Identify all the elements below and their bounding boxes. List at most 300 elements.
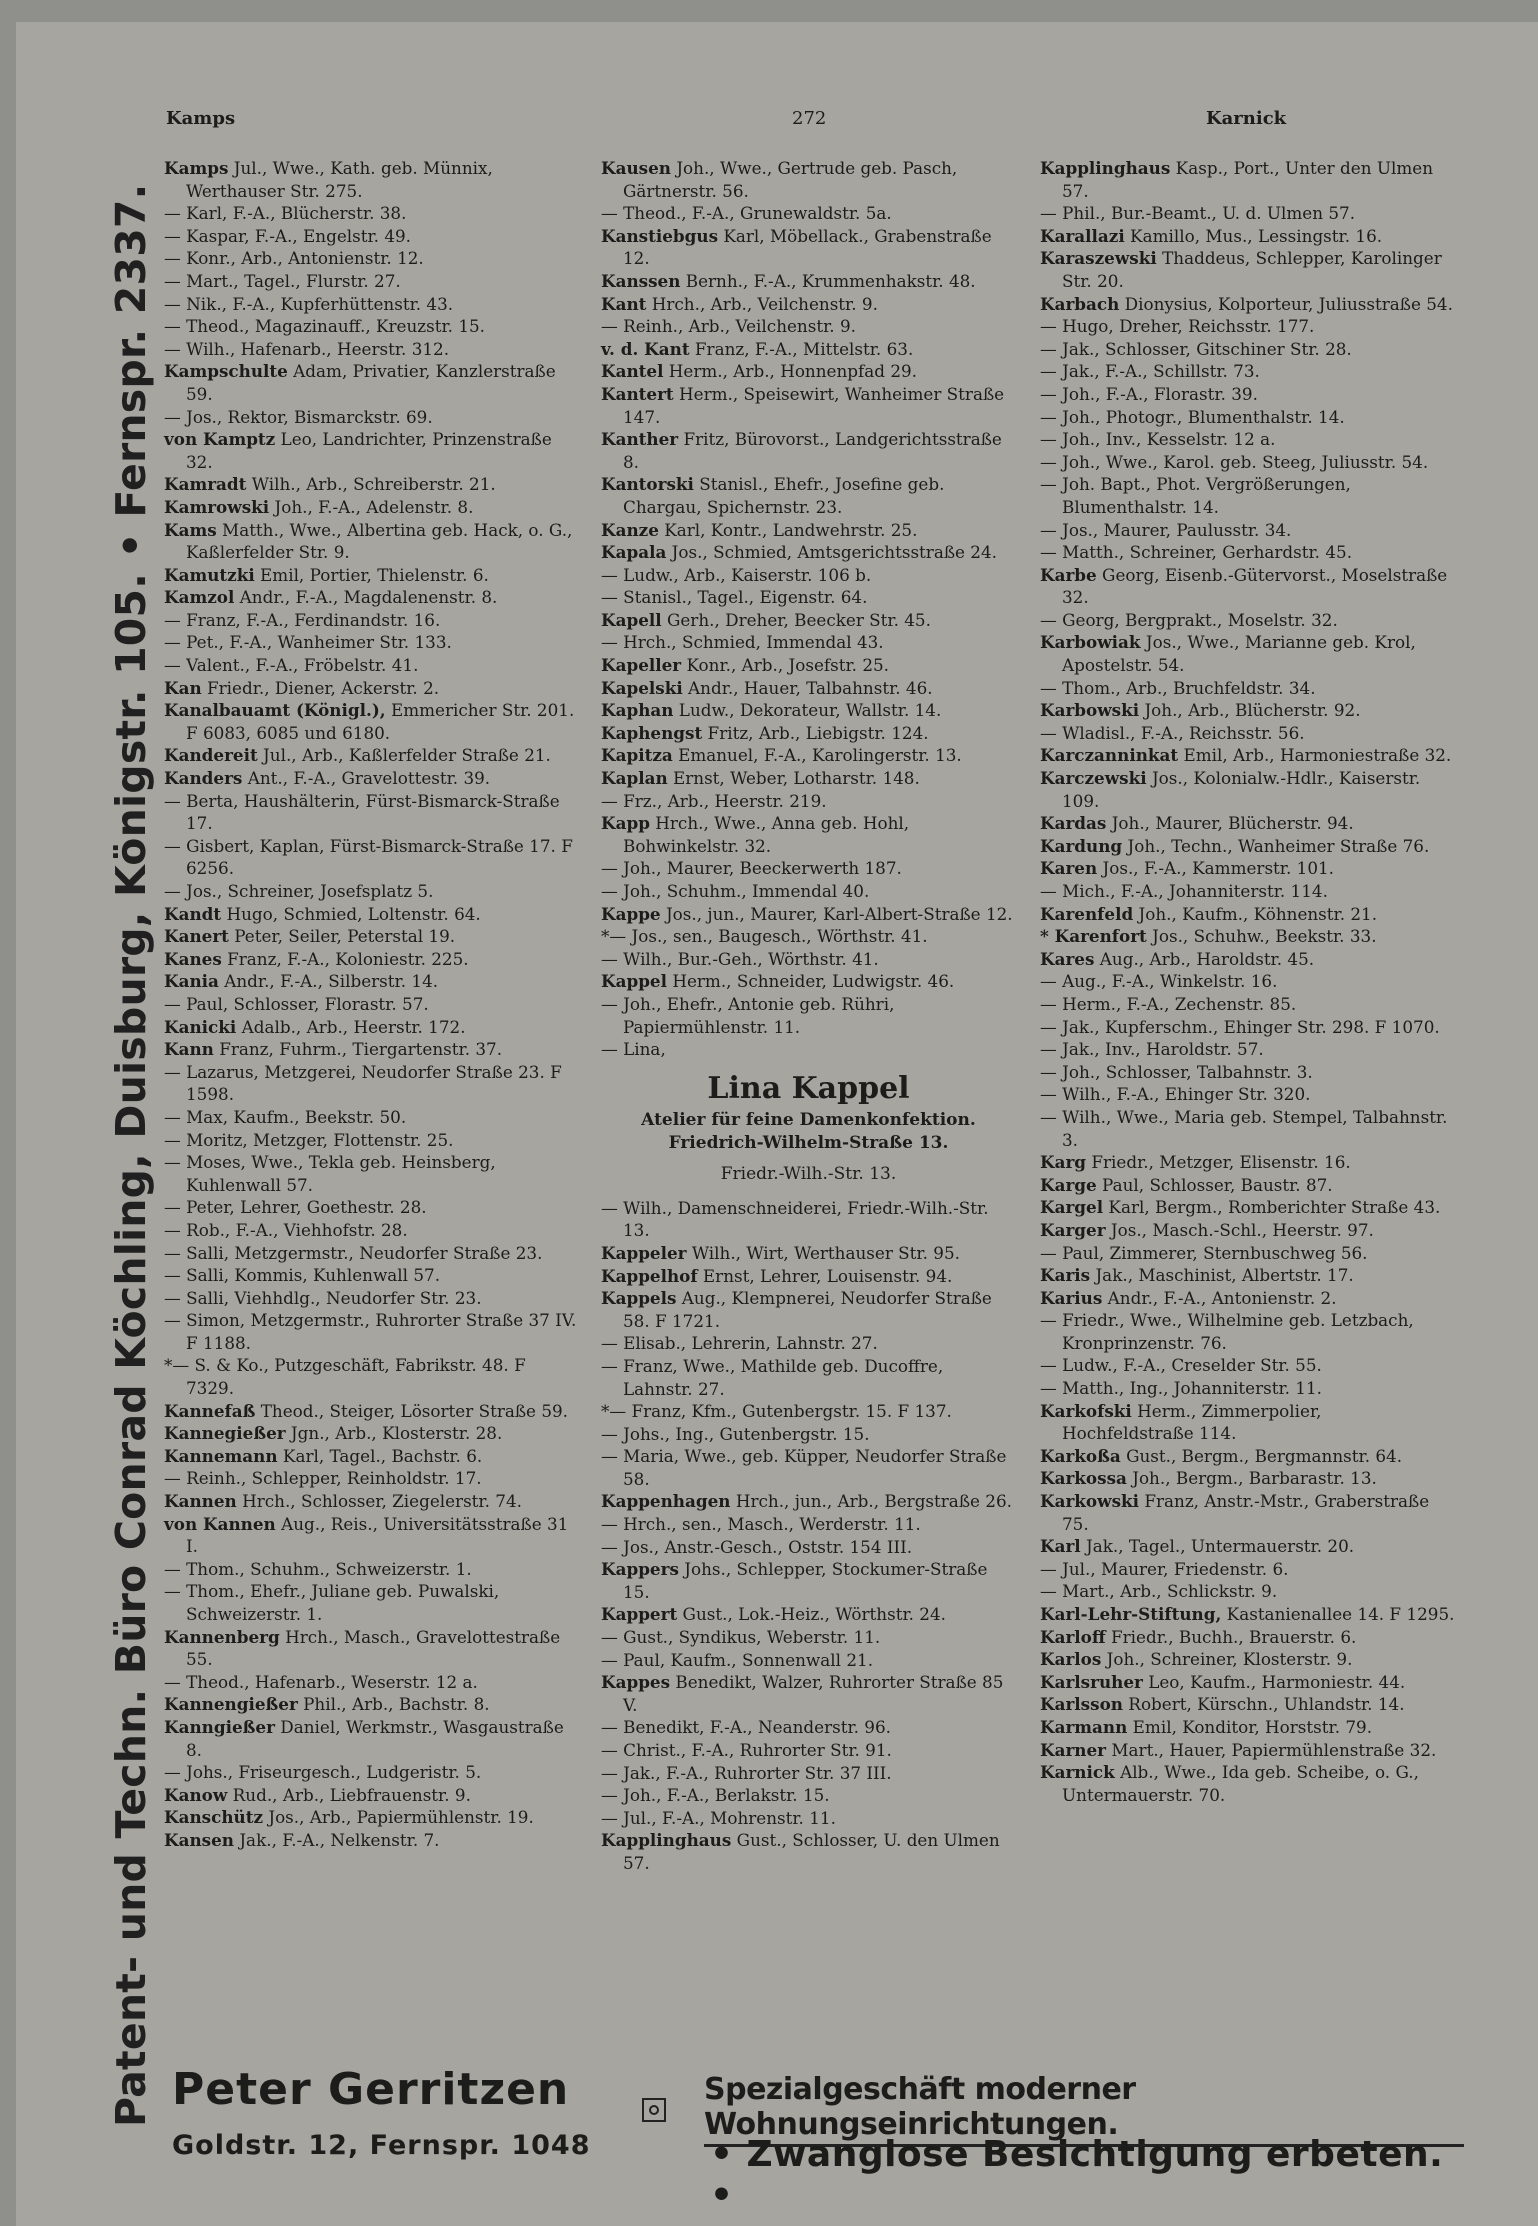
directory-entry	[1040, 338, 1455, 361]
side-advertisement: Patent- und Techn. Büro Conrad Köchling, Duisburg, Königstr. 105. • Fernspr. 2337.	[107, 183, 155, 2127]
entry-details: Friedr., Buchh., Brauerstr. 6.	[1105, 1626, 1357, 1647]
directory-entry	[1040, 315, 1455, 338]
directory-entry	[601, 1716, 1016, 1739]
directory-entry	[164, 1287, 579, 1310]
entry-details: — Rob., F.-A., Viehhofstr. 28.	[164, 1219, 408, 1240]
directory-entry	[164, 247, 579, 270]
entry-details: Leo, Landrichter, Prinzenstraße 32.	[186, 429, 552, 472]
entry-surname: Kannen	[164, 1491, 237, 1512]
entry-surname: Karczanninkat	[1040, 745, 1179, 766]
directory-entry	[164, 1761, 579, 1784]
entry-details: — Stanisl., Tagel., Eigenstr. 64.	[601, 587, 868, 608]
entry-details: — Elisab., Lehrerin, Lahnstr. 27.	[601, 1333, 878, 1354]
directory-entry	[601, 631, 1016, 654]
directory-entry	[1040, 451, 1455, 474]
directory-entry	[601, 1423, 1016, 1446]
entry-details: Fritz, Arb., Liebigstr. 124.	[702, 722, 929, 743]
entry-details: Hrch., Masch., Gravelottestraße 55.	[186, 1626, 561, 1670]
entry-details: Franz, Anstr.-Mstr., Graberstraße 75.	[1062, 1491, 1430, 1534]
entry-surname: Kapplinghaus	[1040, 158, 1171, 178]
entry-details: — Joh. Bapt., Phot. Vergrößerungen, Blumenthalstr. 14.	[1040, 474, 1351, 517]
entry-details: — Nik., F.-A., Kupferhüttenstr. 43.	[164, 293, 454, 314]
directory-entry	[1040, 1038, 1455, 1061]
entry-surname: Kares	[1040, 948, 1095, 969]
entry-details: Emanuel, F.-A., Karolingerstr. 13.	[672, 745, 962, 766]
directory-entry	[601, 993, 1016, 1038]
directory-entry	[164, 293, 579, 316]
entry-details: Matth., Wwe., Albertina geb. Hack, o. G., Kaßlerfelder Str. 9.	[186, 519, 573, 563]
entry-surname: Kansen	[164, 1829, 234, 1850]
directory-entry	[164, 1219, 579, 1242]
entry-surname: Kappes	[601, 1672, 671, 1693]
entry-details: — Wilh., Hafenarb., Heerstr. 312.	[164, 338, 450, 359]
entry-details: Fritz, Bürovorst., Landgerichtsstraße 8.	[623, 429, 1002, 472]
directory-entry	[164, 1354, 579, 1399]
directory-entry	[1040, 1287, 1455, 1310]
entry-details: — Valent., F.-A., Fröbelstr. 41.	[164, 655, 419, 676]
entry-details: Aug., Arb., Haroldstr. 45.	[1094, 948, 1315, 969]
directory-entry	[1040, 948, 1455, 971]
entry-details: — Theod., Magazinauff., Kreuzstr. 15.	[164, 316, 486, 337]
directory-entry	[601, 1603, 1016, 1626]
entry-details: — Karl, F.-A., Blücherstr. 38.	[164, 203, 407, 224]
entry-surname: Kapitza	[601, 745, 673, 766]
directory-entry	[601, 428, 1016, 473]
entry-details: — Kaspar, F.-A., Engelstr. 49.	[164, 225, 412, 246]
directory-entry	[1040, 1558, 1455, 1581]
entry-details: — Jak., Kupferschm., Ehinger Str. 298. F 1070.	[1040, 1016, 1440, 1037]
entry-details: Gerh., Dreher, Beecker Str. 45.	[661, 609, 931, 630]
directory-entry	[1040, 903, 1455, 926]
entry-details: Hugo, Schmied, Loltenstr. 64.	[221, 903, 481, 924]
entry-surname: Kappelhof	[601, 1265, 698, 1286]
entry-details: Adam, Privatier, Kanzlerstraße 59.	[186, 361, 556, 404]
entry-surname: Kanschütz	[164, 1807, 264, 1828]
directory-entry	[1040, 1693, 1455, 1716]
directory-entry	[164, 1309, 579, 1354]
entry-details: — Joh., Inv., Kesselstr. 12 a.	[1040, 429, 1276, 450]
directory-entry	[1040, 1603, 1455, 1626]
directory-entry	[1040, 767, 1455, 812]
entry-details: Jul., Arb., Kaßlerfelder Straße 21.	[257, 745, 551, 766]
directory-entry	[601, 790, 1016, 813]
directory-entry	[164, 406, 579, 429]
directory-entry	[601, 1355, 1016, 1400]
entry-surname: Kamps	[164, 158, 229, 178]
directory-entry	[601, 767, 1016, 790]
entry-surname: Kamzol	[164, 587, 235, 608]
directory-entry	[1040, 247, 1455, 292]
entry-details: — Wilh., Bur.-Geh., Wörthstr. 41.	[601, 948, 879, 969]
entry-details: Jul., Wwe., Kath. geb. Münnix, Werthauser Str. 275.	[186, 158, 493, 201]
entry-details: Dionysius, Kolporteur, Juliusstraße 54.	[1119, 293, 1453, 314]
directory-entry	[164, 1038, 579, 1061]
entry-details: Wilh., Arb., Schreiberstr. 21.	[246, 474, 496, 495]
directory-entry	[601, 677, 1016, 700]
entry-surname: Kappe	[601, 903, 661, 924]
entry-surname: Kannefaß	[164, 1400, 256, 1421]
directory-entry	[164, 790, 579, 835]
entry-details: — Joh., Schuhm., Immendal 40.	[601, 881, 870, 901]
footer-company-name: Peter Gerritzen	[172, 2064, 570, 2115]
entry-details: — Jak., F.-A., Ruhrorter Str. 37 III.	[601, 1762, 892, 1783]
directory-entry	[1040, 564, 1455, 609]
entry-details: Hrch., Schlosser, Ziegelerstr. 74.	[236, 1491, 522, 1512]
footer-specialty: Spezialgeschäft moderner Wohnungseinrichtungen.	[704, 2072, 1464, 2147]
directory-entry	[1040, 383, 1455, 406]
directory-entry	[164, 1242, 579, 1265]
entry-details: — Joh., Maurer, Beeckerwerth 187.	[601, 858, 902, 879]
directory-entry	[1040, 1083, 1455, 1106]
entry-surname: Kapelski	[601, 677, 683, 698]
entry-surname: Kamutzki	[164, 564, 255, 585]
entry-surname: Karallazi	[1040, 225, 1125, 246]
directory-entry	[601, 1536, 1016, 1559]
entry-details: — Pet., F.-A., Wanheimer Str. 133.	[164, 632, 452, 653]
directory-entry	[1040, 1016, 1455, 1039]
entry-surname: Kapell	[601, 609, 662, 630]
directory-entry	[601, 225, 1016, 270]
directory-entry	[164, 1626, 579, 1671]
directory-entry	[601, 541, 1016, 564]
entry-details: Jos., F.-A., Kammerstr. 101.	[1097, 858, 1335, 879]
entry-surname: Karius	[1040, 1287, 1103, 1308]
entry-surname: Kannenberg	[164, 1626, 280, 1647]
directory-entry	[164, 1106, 579, 1129]
directory-entry	[1040, 473, 1455, 518]
directory-entry	[164, 496, 579, 519]
entry-details: — Hrch., sen., Masch., Werderstr. 11.	[601, 1514, 921, 1535]
directory-entry	[164, 631, 579, 654]
entry-surname: Karnick	[1040, 1762, 1115, 1783]
entry-surname: Kanow	[164, 1784, 228, 1805]
entry-details: — Salli, Kommis, Kuhlenwall 57.	[164, 1265, 441, 1286]
entry-details: Georg, Eisenb.-Gütervorst., Moselstraße 32.	[1062, 564, 1448, 608]
entry-details: — Jak., Schlosser, Gitschiner Str. 28.	[1040, 338, 1352, 359]
entry-details: Jos., Wwe., Marianne geb. Krol, Apostelstr. 54.	[1062, 632, 1416, 676]
directory-entry	[601, 1762, 1016, 1785]
entry-details: Jgn., Arb., Klosterstr. 28.	[285, 1423, 503, 1444]
entry-details: — Franz, F.-A., Ferdinandstr. 16.	[164, 609, 441, 630]
entry-details: — Wladisl., F.-A., Reichsstr. 56.	[1040, 722, 1305, 743]
directory-entry	[1040, 1219, 1455, 1242]
footer-advertisement	[164, 2064, 1464, 2216]
entry-details: Joh., Bergm., Barbarastr. 13.	[1126, 1468, 1377, 1489]
directory-entry	[1040, 406, 1455, 429]
entry-details: — Aug., F.-A., Winkelstr. 16.	[1040, 971, 1278, 992]
directory-entry	[601, 1649, 1016, 1672]
directory-entry	[601, 812, 1016, 857]
entry-surname: Kaplan	[601, 768, 668, 789]
directory-entry	[601, 744, 1016, 767]
entry-details: Friedr., Diener, Ackerstr. 2.	[201, 677, 440, 698]
directory-entry	[601, 654, 1016, 677]
directory-entry	[1040, 1716, 1455, 1739]
entry-details: — Salli, Metzgermstr., Neudorfer Straße 23.	[164, 1242, 543, 1263]
directory-entry	[164, 970, 579, 993]
directory-entry	[164, 270, 579, 293]
entry-details: — Jos., Rektor, Bismarckstr. 69.	[164, 406, 433, 427]
entry-details: — Reinh., Schlepper, Reinholdstr. 17.	[164, 1468, 482, 1489]
entry-surname: Kanicki	[164, 1016, 237, 1037]
entry-details: — Joh., Schlosser, Talbahnstr. 3.	[1040, 1061, 1313, 1082]
ad-name: Lina Kappel	[707, 1070, 910, 1106]
footer-company-address: Goldstr. 12, Fernspr. 1048	[172, 2130, 591, 2161]
entry-details: — Peter, Lehrer, Goethestr. 28.	[164, 1197, 427, 1218]
entry-details: Jos., Masch.-Schl., Heerstr. 97.	[1105, 1219, 1374, 1240]
directory-entry	[1040, 1151, 1455, 1174]
entry-details: Jak., F.-A., Nelkenstr. 7.	[234, 1829, 440, 1850]
directory-entry	[1040, 993, 1455, 1016]
directory-entry	[164, 948, 579, 971]
entry-details: Karl, Kontr., Landwehrstr. 25.	[658, 519, 918, 540]
column-2	[601, 157, 1016, 1875]
entry-details: Franz, F.-A., Koloniestr. 225.	[221, 948, 469, 969]
directory-entry	[1040, 293, 1455, 316]
entry-details: — Friedr., Wwe., Wilhelmine geb. Letzbach, Kronprinzenstr. 76.	[1040, 1310, 1414, 1353]
entry-surname: * Karenfort	[1040, 926, 1147, 947]
entry-details: — Herm., F.-A., Zechenstr. 85.	[1040, 993, 1297, 1014]
entry-surname: von Kamptz	[164, 429, 276, 450]
entry-details: Friedr., Metzger, Elisenstr. 16.	[1086, 1152, 1351, 1173]
entry-details: Johs., Schlepper, Stockumer-Straße 15.	[623, 1559, 988, 1602]
entry-details: — Paul, Zimmerer, Sternbuschweg 56.	[1040, 1242, 1368, 1263]
entry-details: Robert, Kürschn., Uhlandstr. 14.	[1122, 1694, 1405, 1715]
entry-details: — Joh., Photogr., Blumenthalstr. 14.	[1040, 406, 1345, 427]
entry-surname: Kardas	[1040, 813, 1107, 834]
entry-details: Andr., F.-A., Silberstr. 14.	[218, 971, 439, 992]
entry-details: Wilh., Wirt, Werthauser Str. 95.	[686, 1242, 960, 1263]
directory-entry	[1040, 699, 1455, 722]
entry-details: Herm., Schneider, Ludwigstr. 46.	[666, 971, 955, 992]
directory-entry	[601, 157, 1016, 202]
entry-details: Rud., Arb., Liebfrauenstr. 9.	[227, 1784, 471, 1805]
entry-details: Andr., Hauer, Talbahnstr. 46.	[682, 677, 933, 698]
directory-entry	[601, 1626, 1016, 1649]
entry-details: Joh., Schreiner, Klosterstr. 9.	[1101, 1649, 1353, 1670]
directory-entry	[601, 1739, 1016, 1762]
directory-entry	[601, 1445, 1016, 1490]
entry-details: — Simon, Metzgermstr., Ruhrorter Straße 37 IV. F 1188.	[164, 1310, 577, 1353]
directory-entry	[1040, 744, 1455, 767]
column-2-top	[601, 157, 1016, 1061]
directory-entry	[1040, 1264, 1455, 1287]
entry-surname: Kanalbauamt (Königl.),	[164, 700, 386, 721]
directory-entry	[1040, 1739, 1455, 1762]
entry-details: — Paul, Schlosser, Florastr. 57.	[164, 993, 429, 1014]
entry-details: — Ludw., F.-A., Creselder Str. 55.	[1040, 1355, 1322, 1376]
entry-details: — Jak., Inv., Haroldstr. 57.	[1040, 1039, 1264, 1060]
entry-surname: Kaphengst	[601, 722, 703, 743]
entry-surname: Karczewski	[1040, 768, 1147, 789]
entry-surname: Karge	[1040, 1174, 1097, 1195]
column-1	[164, 157, 579, 1852]
entry-details: Franz, F.-A., Mittelstr. 63.	[689, 338, 914, 359]
directory-entry	[601, 1038, 1016, 1061]
entry-surname: Kannegießer	[164, 1423, 286, 1444]
entry-details: — Theod., F.-A., Grunewaldstr. 5a.	[601, 203, 892, 224]
entry-surname: Karkowski	[1040, 1491, 1140, 1512]
entry-details: Gust., Schlosser, U. den Ulmen 57.	[623, 1830, 1000, 1873]
directory-entry	[601, 1490, 1016, 1513]
entry-details: Karl, Möbellack., Grabenstraße 12.	[623, 225, 992, 269]
directory-entry	[164, 744, 579, 767]
entry-details: — Max, Kaufm., Beekstr. 50.	[164, 1106, 407, 1127]
directory-entry	[601, 1287, 1016, 1332]
entry-details: — Frz., Arb., Heerstr. 219.	[601, 790, 827, 811]
entry-details: Hrch., jun., Arb., Bergstraße 26.	[730, 1491, 1012, 1512]
entry-details: *— Franz, Kfm., Gutenbergstr. 15. F 137.	[601, 1401, 952, 1422]
directory-entry	[601, 383, 1016, 428]
entry-surname: Karkofski	[1040, 1400, 1132, 1421]
entry-details: Theod., Steiger, Lösorter Straße 59.	[255, 1400, 569, 1421]
entry-surname: Karkoßa	[1040, 1445, 1121, 1466]
entry-surname: Karloff	[1040, 1626, 1106, 1647]
entry-details: Jos., jun., Maurer, Karl-Albert-Straße 12.	[660, 903, 1013, 924]
directory-entry	[164, 1061, 579, 1106]
entry-details: Herm., Speisewirt, Wanheimer Straße 147.	[623, 383, 1005, 427]
entry-details: — Johs., Friseurgesch., Ludgeristr. 5.	[164, 1762, 482, 1783]
directory-entry	[1040, 1309, 1455, 1354]
entry-surname: Kanes	[164, 948, 222, 969]
entry-details: — Konr., Arb., Antonienstr. 12.	[164, 248, 424, 269]
entry-surname: Kania	[164, 971, 219, 992]
directory-entry	[1040, 1761, 1455, 1806]
entry-surname: Karkossa	[1040, 1468, 1127, 1489]
directory-entry	[1040, 631, 1455, 676]
entry-surname: Kams	[164, 519, 217, 540]
directory-entry	[1040, 1535, 1455, 1558]
entry-details: Ludw., Dekorateur, Wallstr. 14.	[673, 700, 942, 721]
entry-surname: Kappels	[601, 1288, 677, 1309]
entry-details: Joh., Kaufm., Köhnenstr. 21.	[1133, 903, 1378, 924]
entry-details: — Georg, Bergprakt., Moselstr. 32.	[1040, 609, 1338, 630]
directory-entry	[1040, 835, 1455, 858]
directory-entry	[1040, 1467, 1455, 1490]
entry-details: Bernh., F.-A., Krummenhakstr. 48.	[680, 270, 976, 291]
directory-entry	[164, 609, 579, 632]
entry-surname: Karen	[1040, 858, 1098, 879]
directory-entry	[164, 1196, 579, 1219]
directory-entry	[1040, 1377, 1455, 1400]
entry-details: — Jos., Maurer, Paulusstr. 34.	[1040, 519, 1292, 540]
column-3	[1040, 157, 1455, 1806]
footer-logo-icon	[642, 2098, 666, 2122]
entry-surname: Kanstiebgus	[601, 225, 719, 246]
directory-entry	[1040, 1174, 1455, 1197]
directory-entry	[164, 1784, 579, 1807]
directory-entry	[164, 1400, 579, 1423]
entry-details: Kastanienallee 14. F 1295.	[1221, 1604, 1455, 1624]
directory-entry	[164, 767, 579, 790]
entry-details: Phil., Arb., Bachstr. 8.	[297, 1694, 490, 1715]
entry-details: — Franz, Wwe., Mathilde geb. Ducoffre, Lahnstr. 27.	[601, 1355, 944, 1399]
directory-entry	[164, 519, 579, 564]
entry-surname: Kandt	[164, 903, 222, 924]
entry-details: — Lazarus, Metzgerei, Neudorfer Straße 23. F 1598.	[164, 1061, 562, 1105]
entry-details: Thaddeus, Schlepper, Karolinger Str. 20.	[1062, 248, 1442, 291]
entry-surname: Kantel	[601, 361, 664, 382]
entry-surname: Kann	[164, 1039, 214, 1060]
directory-entry	[164, 1806, 579, 1829]
entry-surname: Karger	[1040, 1219, 1106, 1240]
entry-details: — Berta, Haushälterin, Fürst-Bismarck-Straße 17.	[164, 790, 560, 834]
directory-entry	[601, 699, 1016, 722]
entry-details: Jak., Tagel., Untermauerstr. 20.	[1080, 1536, 1355, 1557]
entry-details: — Phil., Bur.-Beamt., U. d. Ulmen 57.	[1040, 203, 1356, 224]
entry-details: Andr., F.-A., Magdalenenstr. 8.	[234, 587, 498, 608]
entry-surname: v. d. Kant	[601, 338, 690, 359]
directory-entry	[1040, 541, 1455, 564]
entry-details: Kamillo, Mus., Lessingstr. 16.	[1124, 225, 1383, 246]
directory-entry	[601, 270, 1016, 293]
entry-details: Herm., Zimmerpolier, Hochfeldstraße 114.	[1062, 1400, 1322, 1444]
directory-entry	[1040, 1648, 1455, 1671]
directory-entry	[1040, 1445, 1455, 1468]
directory-entry	[601, 519, 1016, 542]
entry-details: — Moses, Wwe., Tekla geb. Heinsberg, Kuhlenwall 57.	[164, 1152, 496, 1195]
entry-details: Benedikt, Walzer, Ruhrorter Straße 85 V.	[623, 1672, 1004, 1715]
directory-entry	[1040, 925, 1455, 948]
entry-surname: Kanngießer	[164, 1716, 275, 1737]
entry-details: — Joh., Ehefr., Antonie geb. Rühri, Papiermühlenstr. 11.	[601, 993, 895, 1037]
entry-details: Paul, Schlosser, Baustr. 87.	[1096, 1174, 1333, 1195]
entry-details: — Jul., F.-A., Mohrenstr. 11.	[601, 1807, 836, 1828]
entry-surname: Kappeler	[601, 1242, 687, 1263]
entry-details: Kasp., Port., Unter den Ulmen 57.	[1062, 158, 1434, 201]
entry-details: Hrch., Wwe., Anna geb. Hohl, Bohwinkelstr. 32.	[623, 813, 910, 856]
entry-surname: Karl-Lehr-Stiftung,	[1040, 1604, 1222, 1624]
entry-surname: Karlos	[1040, 1649, 1102, 1670]
footer-tagline: • Zwanglose Besichtigung erbeten. •	[710, 2134, 1444, 2216]
entry-surname: Karbowski	[1040, 700, 1140, 721]
directory-entry	[601, 1829, 1016, 1874]
entry-details: Ant., F.-A., Gravelottestr. 39.	[242, 768, 491, 789]
directory-entry	[164, 1129, 579, 1152]
entry-details: — Theod., Hafenarb., Weserstr. 12 a.	[164, 1671, 478, 1692]
entry-details: Ernst, Weber, Lotharstr. 148.	[667, 768, 920, 789]
entry-surname: Kamrowski	[164, 496, 270, 517]
column-2-bottom	[601, 1197, 1016, 1875]
entry-details: Jos., Schuhw., Beekstr. 33.	[1146, 926, 1377, 947]
directory-entry	[1040, 609, 1455, 632]
directory-entry	[164, 1693, 579, 1716]
directory-entry	[164, 1490, 579, 1513]
entry-surname: Kapp	[601, 813, 650, 834]
entry-surname: Kapeller	[601, 655, 682, 676]
directory-entry	[601, 857, 1016, 880]
entry-surname: Kanssen	[601, 270, 681, 291]
entry-details: — Thom., Ehefr., Juliane geb. Puwalski, Schweizerstr. 1.	[164, 1581, 500, 1624]
entry-details: Emil, Portier, Thielenstr. 6.	[254, 564, 489, 585]
entry-surname: Kappers	[601, 1559, 679, 1580]
directory-entry	[164, 1422, 579, 1445]
directory-entry	[1040, 1580, 1455, 1603]
directory-entry	[164, 654, 579, 677]
entry-surname: Karbowiak	[1040, 632, 1141, 653]
directory-entry	[164, 338, 579, 361]
entry-surname: Kanze	[601, 519, 659, 540]
entry-surname: Kant	[601, 293, 647, 314]
entry-surname: Karg	[1040, 1152, 1087, 1173]
entry-details: Alb., Wwe., Ida geb. Scheibe, o. G., Untermauerstr. 70.	[1062, 1762, 1419, 1805]
entry-details: — Thom., Schuhm., Schweizerstr. 1.	[164, 1558, 472, 1579]
directory-entry	[601, 1807, 1016, 1830]
directory-entry	[1040, 1061, 1455, 1084]
directory-entry	[164, 1016, 579, 1039]
entry-details: Jos., Arb., Papiermühlenstr. 19.	[263, 1807, 534, 1828]
directory-entry	[601, 1197, 1016, 1242]
